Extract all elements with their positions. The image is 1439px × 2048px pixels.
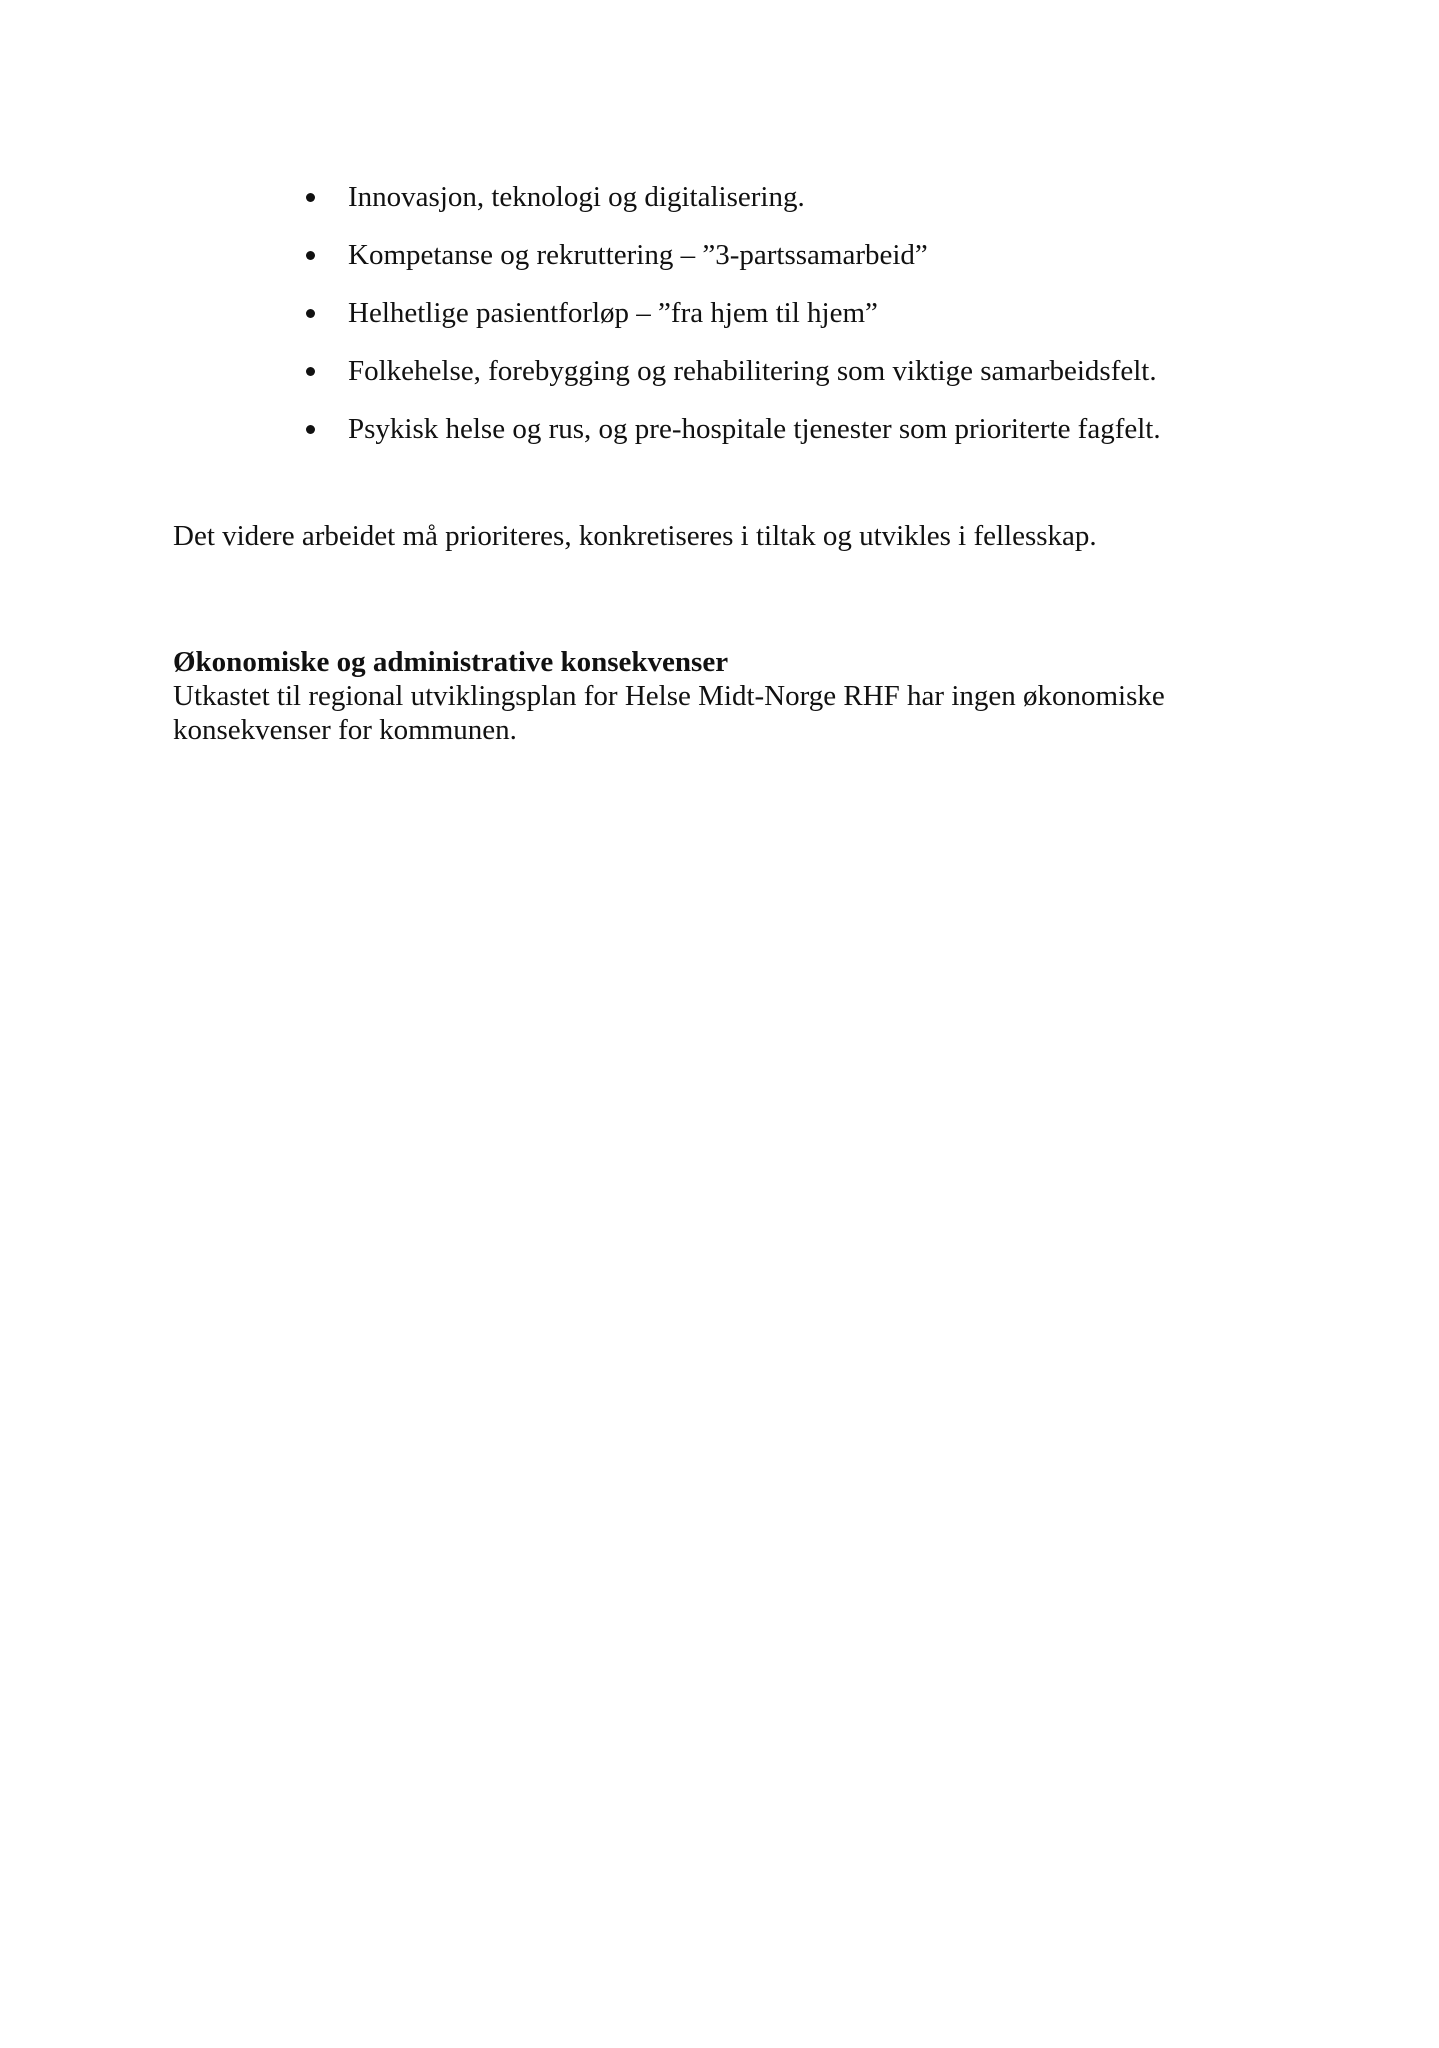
list-item xyxy=(300,226,1161,284)
section-body-line-2: konsekvenser for kommunen. xyxy=(173,714,517,746)
list-item-text: Kompetanse og rekruttering – ”3-partssamarbeid” xyxy=(348,239,928,271)
bullet-icon xyxy=(306,251,315,260)
bullet-icon xyxy=(306,425,315,434)
list-item-text: Psykisk helse og rus, og pre-hospitale tjenester som prioriterte fagfelt. xyxy=(348,413,1161,445)
bullet-list xyxy=(300,168,1161,458)
list-item xyxy=(300,400,1161,458)
bullet-icon xyxy=(306,309,315,318)
list-item-text: Helhetlige pasientforløp – ”fra hjem til hjem” xyxy=(348,297,878,329)
section-body-line-1: Utkastet til regional utviklingsplan for Helse Midt-Norge RHF har ingen økonomiske xyxy=(173,680,1165,712)
list-item xyxy=(300,342,1161,400)
bullet-icon xyxy=(306,193,315,202)
list-item xyxy=(300,284,1161,342)
list-item-text: Innovasjon, teknologi og digitalisering. xyxy=(348,181,805,213)
bullet-icon xyxy=(306,367,315,376)
list-item-text: Folkehelse, forebygging og rehabilitering som viktige samarbeidsfelt. xyxy=(348,355,1157,387)
body-paragraph: Det videre arbeidet må prioriteres, konkretiseres i tiltak og utvikles i fellesskap. xyxy=(173,520,1097,552)
consequences-section xyxy=(173,645,1303,747)
list-item xyxy=(300,168,1161,226)
section-heading: Økonomiske og administrative konsekvenser xyxy=(173,646,729,678)
